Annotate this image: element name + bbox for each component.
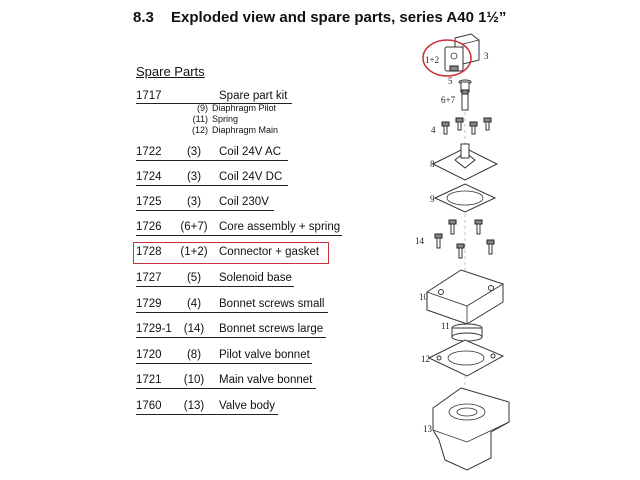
section-title: Exploded view and spare parts, series A40 1½”	[171, 9, 507, 26]
part-qty: (5)	[186, 272, 202, 284]
part-code: 1724	[136, 171, 162, 183]
kit-item-desc: Diaphragm Main	[212, 125, 279, 135]
part-underline	[136, 388, 316, 389]
part-code: 1721	[136, 374, 162, 386]
core-assembly-part	[462, 90, 468, 110]
part-underline	[136, 210, 274, 211]
part-desc: Coil 24V AC	[219, 146, 282, 158]
section-heading	[133, 9, 506, 26]
spare-parts-subtitle: Spare Parts	[136, 64, 205, 79]
pilot-bonnet-part	[433, 144, 497, 180]
diagram-label-10: 10	[419, 292, 428, 302]
part-qty: (3)	[186, 146, 202, 158]
kit-item-qty: (12)	[191, 125, 208, 135]
part-desc: Core assembly + spring	[219, 221, 341, 233]
diagram-label-13: 13	[423, 424, 432, 434]
part-qty: (4)	[186, 298, 202, 310]
part-underline	[136, 286, 294, 287]
kit-desc: Spare part kit	[219, 90, 288, 102]
diagram-label-8: 8	[430, 159, 435, 169]
kit-item-desc: Diaphragm Pilot	[212, 103, 277, 113]
part-desc: Solenoid base	[219, 272, 292, 284]
part-underline	[136, 363, 312, 364]
connector-part	[445, 47, 463, 71]
part-underline	[136, 160, 288, 161]
diagram-label-3: 3	[484, 51, 489, 61]
part-code: 1726	[136, 221, 162, 233]
diagram-label-1-2: 1+2	[425, 55, 440, 65]
part-qty: (13)	[183, 400, 205, 412]
part-qty: (1+2)	[180, 246, 208, 258]
diagram-label-5: 5	[448, 76, 453, 86]
part-underline	[136, 337, 326, 338]
part-code: 1722	[136, 146, 162, 158]
part-qty: (8)	[186, 349, 202, 361]
kit-item-desc: Spring	[212, 114, 239, 124]
main-bonnet-part	[427, 270, 503, 324]
diagram-label-6-7: 6+7	[441, 95, 456, 105]
pilot-diaphragm-part	[435, 184, 495, 212]
kit-code: 1717	[136, 90, 162, 102]
kit-item-qty: (9)	[197, 103, 208, 113]
part-desc: Main valve bonnet	[219, 374, 313, 386]
main-diaphragm-part	[429, 340, 503, 376]
part-qty: (3)	[186, 171, 202, 183]
part-code: 1725	[136, 196, 162, 208]
part-desc: Connector + gasket	[219, 246, 320, 258]
exploded-view-diagram	[405, 30, 525, 478]
part-underline	[136, 414, 278, 415]
part-code: 1729	[136, 298, 162, 310]
spring-part	[452, 324, 482, 341]
valve-body-part	[433, 388, 509, 470]
part-desc: Bonnet screws small	[219, 298, 325, 310]
part-code: 1728	[136, 246, 162, 258]
part-desc: Coil 24V DC	[219, 171, 283, 183]
part-code: 1729-1	[136, 323, 172, 335]
diagram-label-9: 9	[430, 194, 435, 204]
diagram-label-11: 11	[441, 321, 450, 331]
small-screws-part	[442, 118, 491, 134]
part-code: 1760	[136, 400, 162, 412]
part-qty: (6+7)	[180, 221, 208, 233]
large-screws-part	[435, 220, 494, 258]
part-code: 1720	[136, 349, 162, 361]
part-desc: Valve body	[219, 400, 276, 412]
part-qty: (14)	[183, 323, 205, 335]
section-number: 8.3	[133, 9, 154, 26]
part-desc: Bonnet screws large	[219, 323, 324, 335]
diagram-label-4: 4	[431, 125, 436, 135]
part-desc: Pilot valve bonnet	[219, 349, 310, 361]
part-underline	[136, 312, 328, 313]
part-code: 1727	[136, 272, 162, 284]
part-qty: (3)	[186, 196, 202, 208]
kit-item-qty: (11)	[192, 114, 208, 124]
diagram-label-12: 12	[421, 354, 430, 364]
part-qty: (10)	[183, 374, 205, 386]
part-underline	[136, 235, 342, 236]
part-desc: Coil 230V	[219, 196, 269, 208]
part-underline	[136, 185, 288, 186]
diagram-label-14: 14	[415, 236, 424, 246]
